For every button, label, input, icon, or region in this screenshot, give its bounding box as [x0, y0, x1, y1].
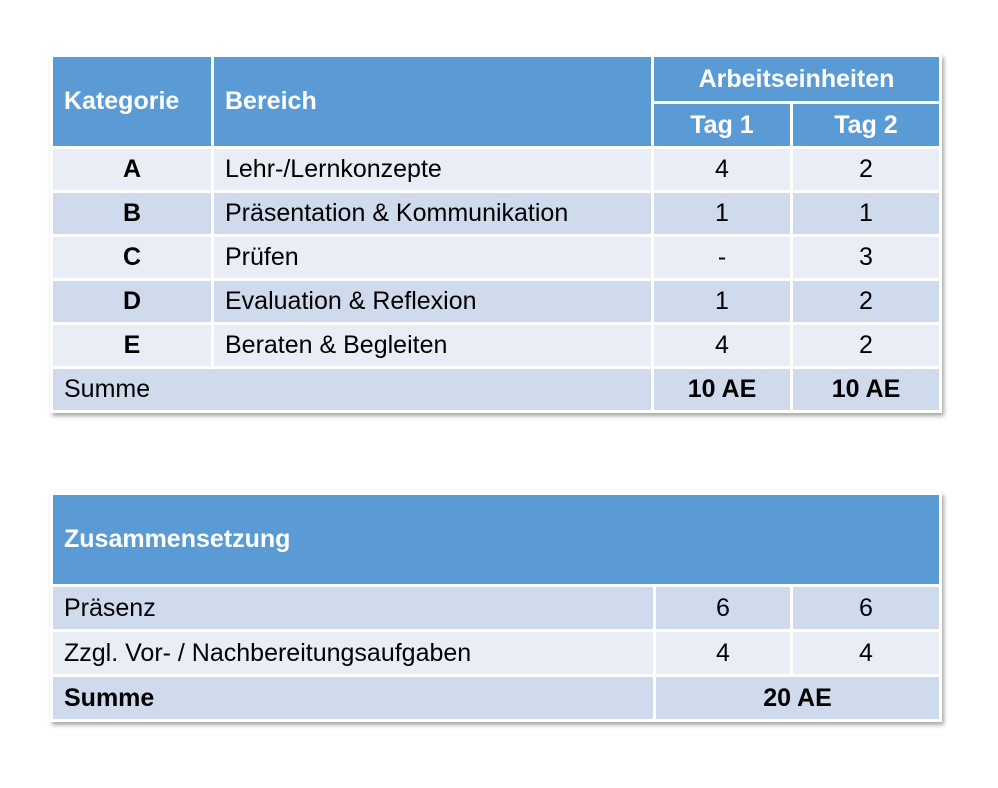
- header-zusammensetzung: Zusammensetzung: [52, 494, 941, 586]
- bereich-cell: Lehr-/Lernkonzepte: [213, 148, 653, 192]
- tag1-cell: 4: [653, 324, 792, 368]
- zusammensetzung-label: Zzgl. Vor- / Nachbereitungsaufgaben: [52, 631, 655, 676]
- table-row: [52, 280, 941, 324]
- kategorie-cell: A: [52, 148, 213, 192]
- header-arbeitseinheiten: Arbeitseinheiten: [653, 56, 941, 103]
- tag2-cell: 2: [792, 148, 941, 192]
- table-row: [52, 192, 941, 236]
- zusammensetzung-table: [50, 492, 942, 722]
- bereich-cell: Evaluation & Reflexion: [213, 280, 653, 324]
- tag2-cell: 4: [792, 631, 941, 676]
- tag2-cell: 3: [792, 236, 941, 280]
- header-tag1: Tag 1: [653, 103, 792, 148]
- tag2-cell: 2: [792, 280, 941, 324]
- summe-label: Summe: [52, 676, 655, 721]
- bereich-cell: Präsentation & Kommunikation: [213, 192, 653, 236]
- bereich-cell: Prüfen: [213, 236, 653, 280]
- zusammensetzung-label: Präsenz: [52, 586, 655, 631]
- bereich-cell: Beraten & Begleiten: [213, 324, 653, 368]
- summe-tag2: 10 AE: [792, 368, 941, 412]
- arbeitseinheiten-table: [50, 54, 942, 413]
- table-row: [52, 586, 941, 631]
- header-bereich: Bereich: [213, 56, 653, 148]
- table-row: [52, 148, 941, 192]
- table-row: [52, 324, 941, 368]
- summe-row: [52, 676, 941, 721]
- kategorie-cell: B: [52, 192, 213, 236]
- summe-tag1: 10 AE: [653, 368, 792, 412]
- kategorie-cell: E: [52, 324, 213, 368]
- tag2-cell: 1: [792, 192, 941, 236]
- summe-label: Summe: [52, 368, 653, 412]
- tag2-cell: 6: [792, 586, 941, 631]
- header-kategorie: Kategorie: [52, 56, 213, 148]
- table-row: [52, 631, 941, 676]
- header-tag2: Tag 2: [792, 103, 941, 148]
- tag1-cell: 1: [653, 192, 792, 236]
- kategorie-cell: C: [52, 236, 213, 280]
- summe-row: [52, 368, 941, 412]
- kategorie-cell: D: [52, 280, 213, 324]
- tag1-cell: 6: [655, 586, 792, 631]
- tag1-cell: 4: [653, 148, 792, 192]
- tag1-cell: -: [653, 236, 792, 280]
- table-row: [52, 236, 941, 280]
- tag2-cell: 2: [792, 324, 941, 368]
- tag1-cell: 4: [655, 631, 792, 676]
- summe-total: 20 AE: [655, 676, 941, 721]
- tag1-cell: 1: [653, 280, 792, 324]
